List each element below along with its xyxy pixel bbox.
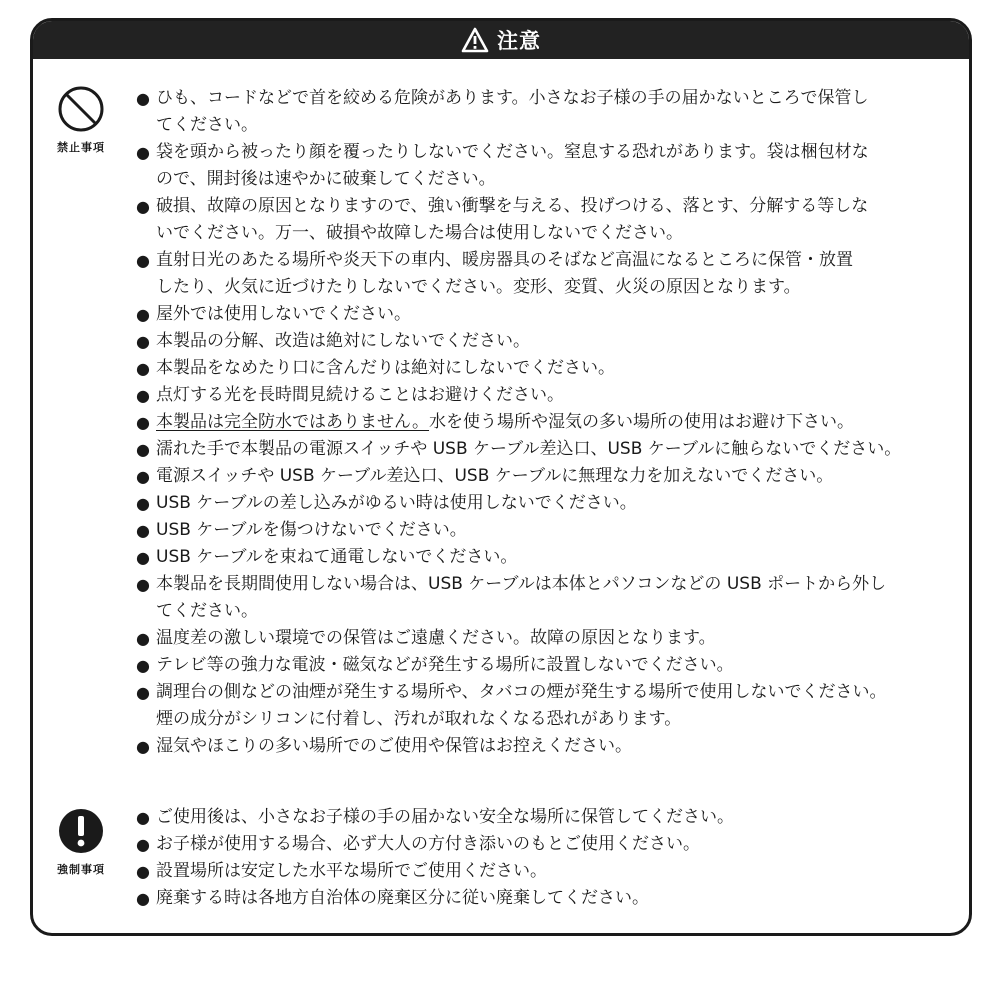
item-text: 袋を頭から被ったり顔を覆ったりしないでください。窒息する恐れがあります。袋は梱包材な ので、開封後は速やかに破棄してください。: [156, 142, 869, 189]
list-item: [136, 382, 966, 409]
exclamation-icon: [57, 807, 105, 855]
item-text: お子様が使用する場合、必ず大人の方付き添いのもとご使用ください。: [156, 834, 700, 854]
list-item: [136, 625, 966, 652]
prohibited-list: [136, 85, 966, 760]
mandatory-section-marker: [41, 807, 121, 877]
bullet: ●: [136, 143, 150, 162]
item-text: 本製品を長期間使用しない場合は、USB ケーブルは本体とパソコンなどの USB ポートから外し てください。: [156, 574, 887, 621]
prohibited-section-marker: [41, 85, 121, 155]
item-text: 点灯する光を長時間見続けることはお避けください。: [156, 385, 564, 405]
item-text: 直射日光のあたる場所や炎天下の車内、暖房器具のそばなど高温になるところに保管・放置 したり、火気に近づけたりしないでください。変形、変質、火災の原因となります。: [156, 250, 853, 297]
bullet: ●: [136, 332, 150, 351]
bullet: ●: [136, 889, 150, 908]
item-text: 屋外では使用しないでください。: [156, 304, 411, 324]
bullet: ●: [136, 656, 150, 675]
mandatory-list: [136, 804, 966, 912]
caution-title: 注意: [497, 29, 541, 53]
bullet: ●: [136, 548, 150, 567]
item-text: 水を使う場所や湿気の多い場所の使用はお避け下さい。: [429, 412, 855, 432]
list-item: [136, 804, 966, 831]
bullet: ●: [136, 835, 150, 854]
bullet: ●: [136, 359, 150, 378]
list-item: [136, 436, 966, 463]
bullet: ●: [136, 413, 150, 432]
bullet: ●: [136, 629, 150, 648]
list-item: [136, 301, 966, 328]
item-text: 湿気やほこりの多い場所でのご使用や保管はお控えください。: [156, 736, 632, 756]
warning-triangle-icon: [461, 27, 489, 53]
list-item: [136, 679, 966, 733]
bullet: ●: [136, 197, 150, 216]
item-text: ご使用後は、小さなお子様の手の届かない安全な場所に保管してください。: [156, 807, 734, 827]
list-item: [136, 247, 966, 301]
list-item: [136, 831, 966, 858]
list-item-waterproof: [136, 409, 966, 436]
list-item: [136, 139, 966, 193]
item-text: 電源スイッチや USB ケーブル差込口、USB ケーブルに無理な力を加えないでください。: [156, 466, 834, 486]
caution-card: [30, 18, 972, 936]
item-text: USB ケーブルを束ねて通電しないでください。: [156, 547, 518, 567]
bullet: ●: [136, 737, 150, 756]
list-item: [136, 858, 966, 885]
bullet: ●: [136, 467, 150, 486]
item-text: 本製品の分解、改造は絶対にしないでください。: [156, 331, 530, 351]
item-text: 廃棄する時は各地方自治体の廃棄区分に従い廃棄してください。: [156, 888, 649, 908]
bullet: ●: [136, 494, 150, 513]
item-text: USB ケーブルを傷つけないでください。: [156, 520, 467, 540]
list-item: [136, 517, 966, 544]
caution-header: [33, 21, 969, 59]
bullet: ●: [136, 862, 150, 881]
waterproof-emphasis: 本製品は完全防水ではありません。: [156, 412, 430, 432]
list-item: [136, 490, 966, 517]
bullet: ●: [136, 305, 150, 324]
list-item: [136, 571, 966, 625]
item-text: 調理台の側などの油煙が発生する場所や、タバコの煙が発生する場所で使用しないでください。 煙の成分がシリコンに付着し、汚れが取れなくなる恐れがあります。: [156, 682, 887, 729]
item-text: 破損、故障の原因となりますので、強い衝撃を与える、投げつける、落とす、分解する等しな いでください。万一、破損や故障した場合は使用しないでください。: [156, 196, 869, 243]
mandatory-label: 強制事項: [57, 863, 105, 876]
list-item: [136, 193, 966, 247]
list-item: [136, 85, 966, 139]
bullet: ●: [136, 386, 150, 405]
prohibited-label: 禁止事項: [57, 141, 105, 154]
bullet: ●: [136, 521, 150, 540]
item-text: 濡れた手で本製品の電源スイッチや USB ケーブル差込口、USB ケーブルに触らないでください。: [156, 439, 902, 459]
item-text: テレビ等の強力な電波・磁気などが発生する場所に設置しないでください。: [156, 655, 734, 675]
list-item: [136, 733, 966, 760]
item-text: ひも、コードなどで首を絞める危険があります。小さなお子様の手の届かないところで保管し てください。: [156, 88, 869, 135]
prohibition-icon: [57, 85, 105, 133]
bullet: ●: [136, 251, 150, 270]
list-item: [136, 544, 966, 571]
item-text: 温度差の激しい環境での保管はご遠慮ください。故障の原因となります。: [156, 628, 716, 648]
bullet: ●: [136, 89, 150, 108]
item-text: 設置場所は安定した水平な場所でご使用ください。: [156, 861, 547, 881]
list-item: [136, 885, 966, 912]
item-text: USB ケーブルの差し込みがゆるい時は使用しないでください。: [156, 493, 637, 513]
list-item: [136, 652, 966, 679]
item-text: 本製品をなめたり口に含んだりは絶対にしないでください。: [156, 358, 615, 378]
bullet: ●: [136, 808, 150, 827]
list-item: [136, 328, 966, 355]
list-item: [136, 463, 966, 490]
bullet: ●: [136, 575, 150, 594]
list-item: [136, 355, 966, 382]
bullet: ●: [136, 683, 150, 702]
bullet: ●: [136, 440, 150, 459]
